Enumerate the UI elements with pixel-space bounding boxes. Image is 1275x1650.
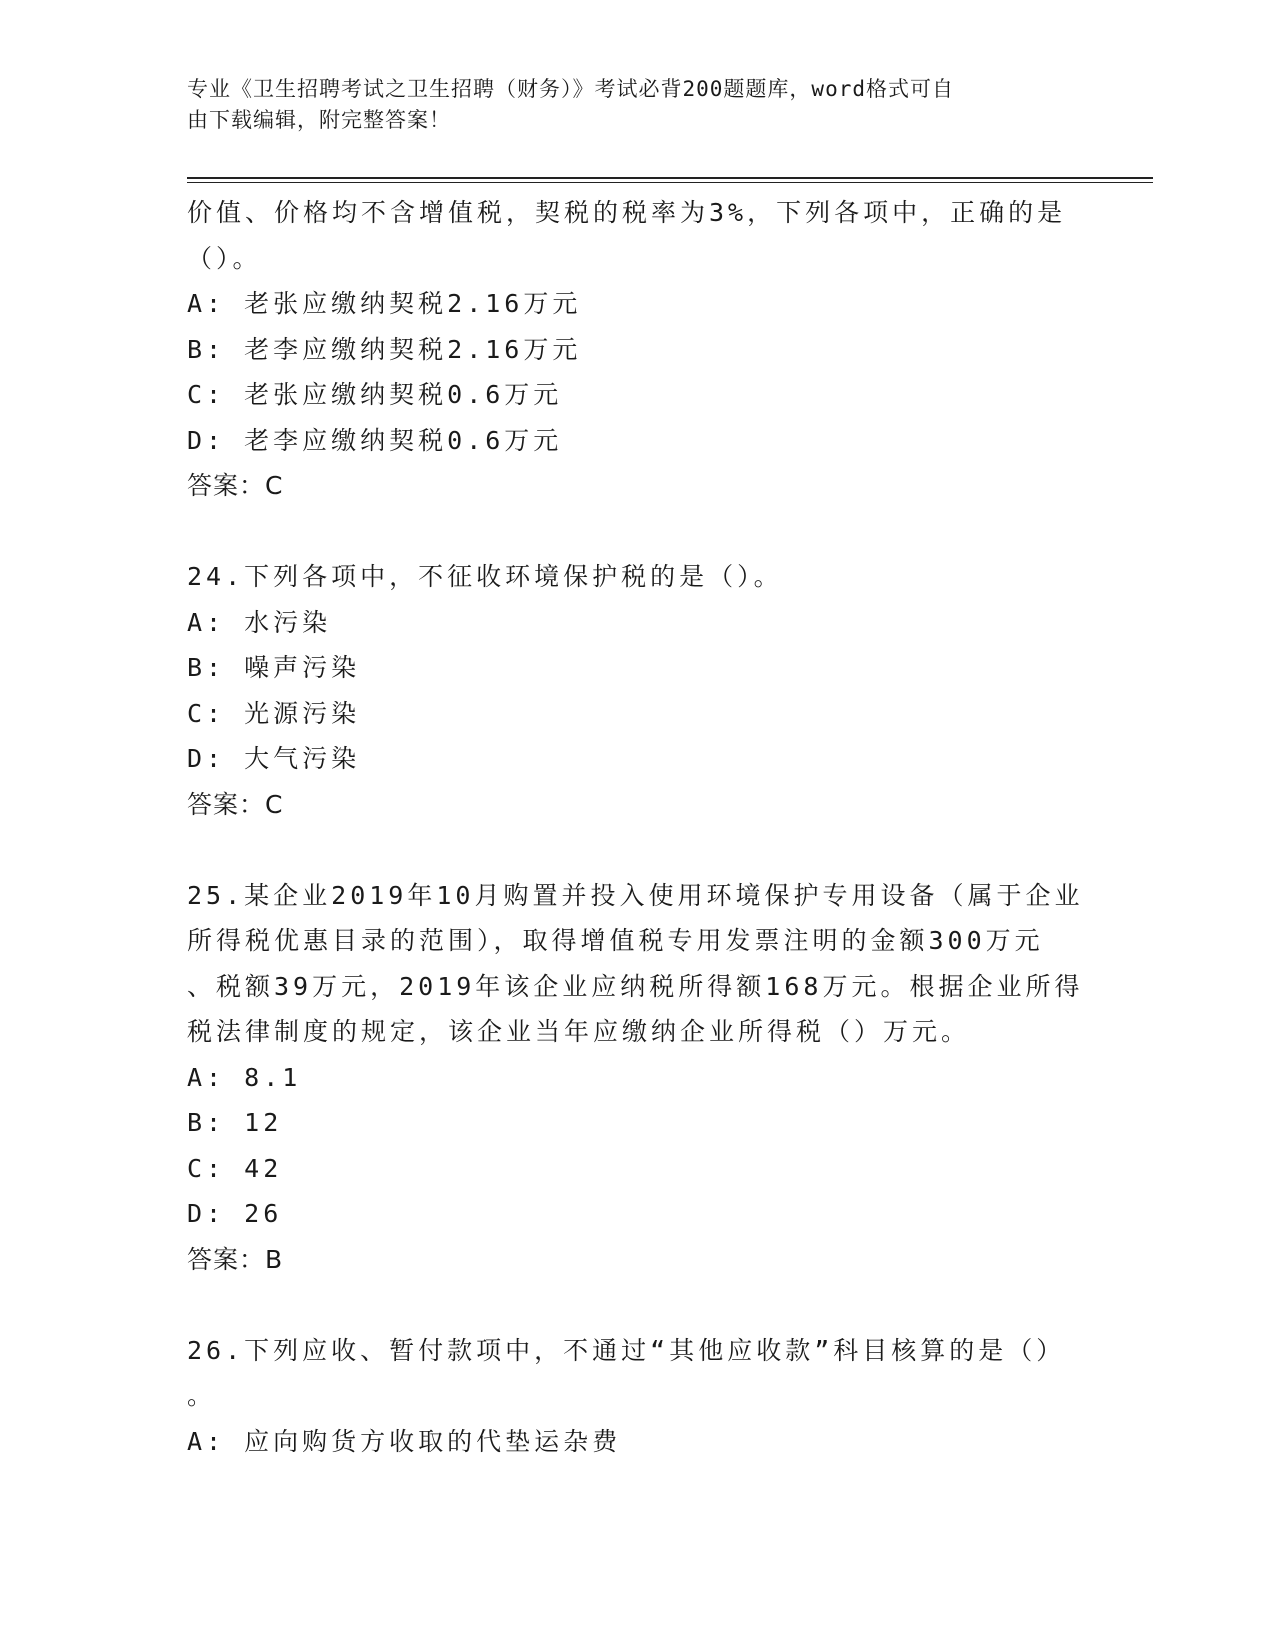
- header-line-2: 由下载编辑，附完整答案！: [187, 108, 451, 132]
- option-c: C: 42: [187, 1153, 283, 1183]
- answer-line: 答案：C: [187, 471, 284, 500]
- question-stem-line: 26.下列应收、暂付款项中，不通过“其他应收款”科目核算的是（）: [187, 1335, 1066, 1365]
- option-b: B: 噪声污染: [187, 653, 361, 682]
- option-b: B: 老李应缴纳契税2.16万元: [187, 334, 582, 364]
- option-a: A: 8.1: [187, 1062, 302, 1092]
- spacer: [187, 509, 1087, 555]
- document-header: [187, 74, 1067, 136]
- question-24: [187, 554, 1087, 827]
- option-a: A: 水污染: [187, 607, 332, 637]
- option-c: C: 光源污染: [187, 698, 361, 728]
- option-d: D: 大气污染: [187, 744, 361, 773]
- option-c: C: 老张应缴纳契税0.6万元: [187, 380, 563, 409]
- question-23: [187, 190, 1087, 509]
- question-stem-line: 税法律制度的规定，该企业当年应缴纳企业所得税（）万元。: [187, 1017, 971, 1046]
- option-a: A: 老张应缴纳契税2.16万元: [187, 289, 582, 318]
- question-stem-line: 价值、价格均不含增值税，契税的税率为3%，下列各项中，正确的是: [187, 198, 1067, 227]
- question-stem-line: 所得税优惠目录的范围），取得增值税专用发票注明的金额300万元: [187, 926, 1044, 955]
- spacer: [187, 1282, 1087, 1328]
- question-stem-line: 25.某企业2019年10月购置并投入使用环境保护专用设备（属于企业: [187, 880, 1084, 910]
- option-a: A: 应向购货方收取的代垫运杂费: [187, 1426, 622, 1456]
- option-d: D: 老李应缴纳契税0.6万元: [187, 425, 563, 455]
- header-divider-thin: [187, 182, 1153, 183]
- question-25: [187, 873, 1087, 1283]
- question-stem-line: 24.下列各项中，不征收环境保护税的是（）。: [187, 562, 783, 591]
- answer-line: 答案：B: [187, 1244, 284, 1274]
- option-b: B: 12: [187, 1108, 283, 1137]
- spacer: [187, 827, 1087, 873]
- question-26: [187, 1328, 1087, 1465]
- question-stem-line: 、税额39万元，2019年该企业应纳税所得额168万元。根据企业所得: [187, 971, 1084, 1001]
- header-line-1: 专业《卫生招聘考试之卫生招聘（财务）》考试必背200题题库，word格式可自: [187, 77, 954, 101]
- document-body: [187, 190, 1087, 1464]
- question-stem-line: （）。: [187, 243, 262, 273]
- header-divider-thick: [187, 177, 1153, 179]
- option-d: D: 26: [187, 1199, 283, 1228]
- question-stem-line: 。: [187, 1381, 217, 1410]
- answer-line: 答案：C: [187, 789, 284, 819]
